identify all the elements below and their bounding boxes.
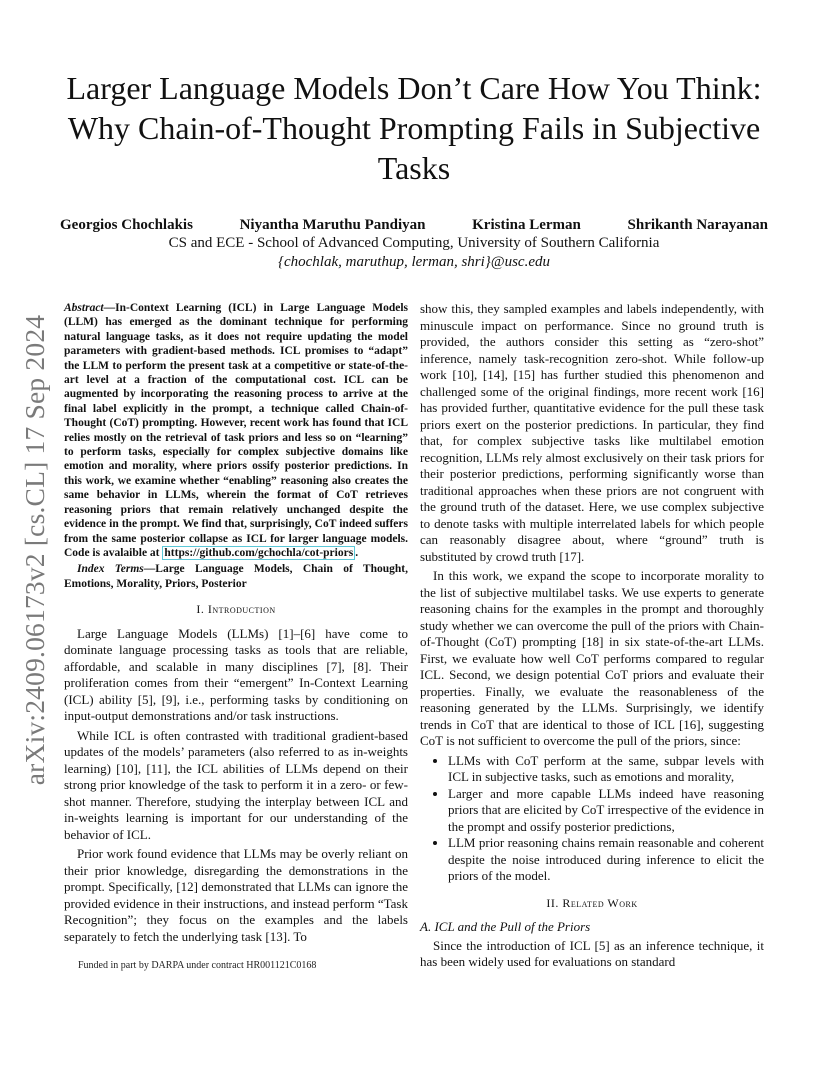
author: Shrikanth Narayanan xyxy=(627,217,768,233)
section-heading-related-work: II. Related Work xyxy=(546,895,638,910)
index-terms-body: Large Language Models, Chain of Thought, Emotions, Morality, Priors, Posterior xyxy=(64,563,408,590)
list-item: • LLMs with CoT perform at the same, subpar levels with ICL in subjective tasks, such as emotions and morality, xyxy=(448,753,764,786)
list-item: • Larger and more capable LLMs indeed have reasoning priors that are elicited by CoT irrespective of the evidence in the prompt and ossify posterior predictions, xyxy=(448,786,764,836)
intro-paragraph-3: Prior work found evidence that LLMs may be overly reliant on their prior knowledge, disregarding the demonstrations in the prompt. Specifically, [12] demonstrated that LLMs can ignore the provided evidence in their instructions, and instead perform “Task Recognition”; they focus on the examples and the labels separately to fetch the underlying task [13]. To xyxy=(64,846,408,944)
author: Georgios Chochlakis xyxy=(60,217,193,233)
subsection-heading: A. ICL and the Pull of the Priors xyxy=(420,919,591,934)
author: Kristina Lerman xyxy=(472,217,581,233)
abstract-body: In-Context Learning (ICL) in Large Language Models (LLM) has emerged as the dominant technique for performing natural language tasks, as it does not require updating the model parameters with gradient-based methods. ICL promises to “adapt” the LLM to perform the present task at a competitive or state-of-the-art level at a fraction of the computational cost. ICL can be augmented by incorporating the reasoning process to arrive at the final label explicitly in the prompt, a technique called Chain-of-Thought (CoT) prompting. However, recent work has found that ICL relies mostly on the retrieval of task priors and less so on “learning” to perform tasks, especially for complex subjective domains like emotion and morality, where priors ossify posterior predictions. In this work, we examine whether “enabling” reasoning also creates the same behavior in LLMs, wherein the format of CoT retrieves reasoning priors that remain relatively unchanged despite the evidence in the prompt. We find that, surprisingly, CoT indeed suffers from the same posterior collapse as ICL for larger language models. Code is avalaible at xyxy=(64,302,408,559)
author-emails: {chochlak, maruthup, lerman, shri}@usc.edu xyxy=(277,254,550,270)
affiliation: CS and ECE - School of Advanced Computing, University of Southern California xyxy=(168,235,660,251)
arxiv-stamp xyxy=(20,300,50,800)
intro-paragraph-1: Large Language Models (LLMs) [1]–[6] have come to dominate language processing tasks as tools that are reliable, affordable, and scalable in many disciplines [7], [8]. Their proliferation comes from their “emergent” In-Context Learning (ICL) ability [5], [9], i.e., performing tasks by conditioning on input-output demonstrations and/or task instructions. xyxy=(64,625,408,724)
list-item: • LLM prior reasoning chains remain reasonable and coherent despite the noise introduced during inference to elicit the priors of the model. xyxy=(448,835,764,885)
abstract-label: Abstract xyxy=(64,302,104,314)
code-link[interactable]: https://github.com/gchochla/cot-priors xyxy=(164,546,354,559)
body-paragraph: show this, they sampled examples and labels independently, with minuscule impact on performance. Since no ground truth is provided, the authors consider this setting as “zero-shot” inference, namely task-recognition zero-shot. While follow-up work [10], [14], [15] has further studied this phenomenon and challenged some of the original findings, more recent work [16] has provided further, quantitative evidence for the pull these task priors exert on the posterior predictions. In particular, they find that, for complex subjective tasks like multilabel emotion recognition, LLMs rely almost exclusively on their task priors for their posterior predictions, performing significantly worse than traditional approaches when these priors are not congruent with the ground truth of the dataset. Here, we use complex subjective to denote tasks with multiple interrelated labels for which people can reasonably disagree about, where “ground” truth is substituted by crowd truth [17]. xyxy=(420,301,764,564)
author: Niyantha Maruthu Pandiyan xyxy=(239,217,426,233)
index-terms: Index Terms—Large Language Models, Chain of Thought, Emotions, Morality, Priors, Posterior xyxy=(64,563,408,590)
abstract: Abstract—In-Context Learning (ICL) in Large Language Models (LLM) has emerged as the dominant technique for performing natural language tasks, as it does not require updating the model parameters with gradient-based methods. ICL promises to “adapt” the LLM to perform the present task at a competitive or state-of-the-art level at a fraction of the computational cost. ICL can be augmented by incorporating the reasoning process to arrive at the final label explicitly in the prompt, a technique called Chain-of-Thought (CoT) prompting. However, recent work has found that ICL relies mostly on the retrieval of task priors and less so on “learning” to perform tasks, especially for complex subjective domains like emotion and morality, where priors ossify posterior predictions. In this work, we examine whether “enabling” reasoning also creates the same behavior in LLMs, wherein the format of CoT retrieves reasoning priors that remain relatively unchanged despite the evidence in the prompt. We find that, surprisingly, CoT indeed suffers from the same posterior collapse as ICL for larger language models. Code is avalaible at https://github.com/gchochla/cot-priors . xyxy=(64,302,408,559)
section-heading-introduction: I. Introduction xyxy=(196,602,276,617)
funding-footnote: Funded in part by DARPA under contract HR001121C0168 xyxy=(78,960,317,971)
body-paragraph: In this work, we expand the scope to incorporate morality to the list of subjective multilabel tasks. We use experts to generate reasoning chains for the examples in the prompt and thoroughly study whether we can overcome the pull of the priors with Chain-of-Thought (CoT) prompting [18] in six state-of-the-art LLMs. First, we evaluate how well CoT performs compared to regular ICL. Second, we design potential CoT priors and evaluate their properties. Finally, we evaluate the reasonableness of the reasoning generated by the LLMs. Surprisingly, we identify trends in CoT that are identical to those of ICL [16], suggesting CoT is not sufficient to overcome the pull of the priors, since: xyxy=(420,568,764,748)
findings-list xyxy=(420,753,764,885)
left-column xyxy=(64,301,408,948)
paper-title: Larger Language Models Don’t Care How You Think: Why Chain-of-Thought Prompting Fails in Subjective Tasks xyxy=(66,70,762,186)
body-paragraph: Since the introduction of ICL [5] as an inference technique, it has been widely used for evaluations on standard xyxy=(420,937,764,969)
intro-paragraph-2: While ICL is often contrasted with traditional gradient-based updates of the models’ parameters (also referred to as in-weights learning) [10], [11], the ICL abilities of LLMs depend on their strong prior knowledge of the task to perform it in a zero- or few-shot manner. Therefore, studying the interplay between ICL and in-weights learning is important for our understanding of the behavior of ICL. xyxy=(64,727,408,842)
author-list xyxy=(60,217,768,234)
arxiv-stamp-text: arXiv:2409.06173v2 [cs.CL] 17 Sep 2024 xyxy=(19,314,50,786)
right-column xyxy=(420,301,764,974)
index-terms-label: Index Terms xyxy=(77,563,144,576)
